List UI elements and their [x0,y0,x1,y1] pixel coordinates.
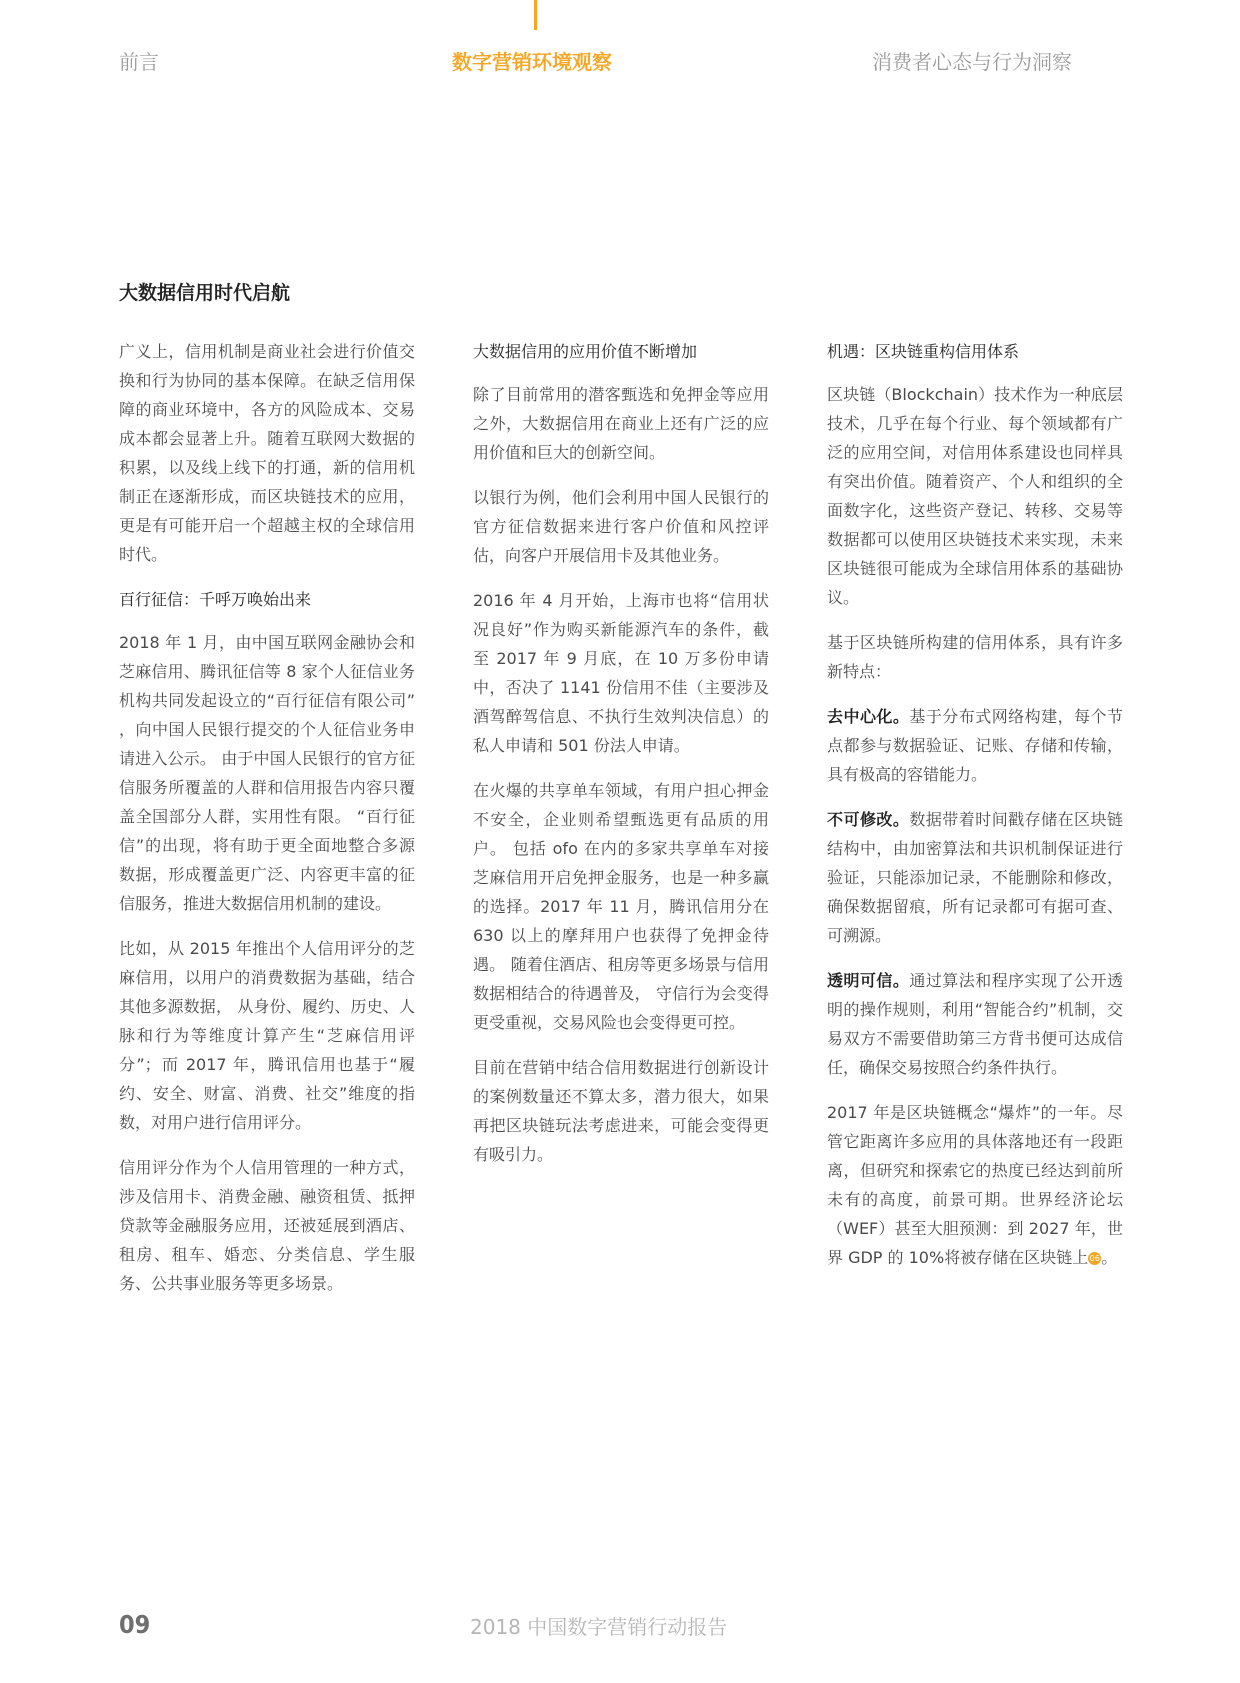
paragraph: 比如，从 2015 年推出个人信用评分的芝麻信用，以用户的消费数据为基础，结合其他多源数据， 从身份、履约、历史、人脉和行为等维度计算产生“芝麻信用评分”；而 2017 年，腾讯信用也基于“履约、安全、财富、消费、社交”维度的指数，对用户进行信用评分。 [119,939,415,1132]
paragraph: 在火爆的共享单车领域，有用户担心押金不安全，企业则希望甄选更有品质的用户。 包括 ofo 在内的多家共享单车对接芝麻信用开启免押金服务，也是一种多赢的选择。2017 年 11 月，腾讯信用分在 630 以上的摩拜用户也获得了免押金待遇。 随着住酒店、租房等更多场景与信用数据相结合的待遇普及， 守信行为会变得更受重视，交易风险也会变得更可控。 [473,781,769,1032]
paragraph: 目前在营销中结合信用数据进行创新设计的案例数量还不算太多，潜力很大，如果再把区块链玩法考虑进来，可能会变得更有吸引力。 [473,1058,769,1164]
footnote-reference[interactable]: 06 [1089,1254,1100,1263]
nav-item-consumer-insight[interactable]: 消费者心态与行为洞察 [872,50,1072,74]
paragraph [827,1098,1123,1272]
column-1 [119,337,415,1314]
active-section-marker [534,0,537,30]
paragraph-text: 2017 年是区块链概念“爆炸”的一年。尽管它距离许多应用的具体落地还有一段距离，但研究和探索它的热度已经达到前所未有的高度，前景可期。世界经济论坛（WEF）甚至大胆预测：到 2027 年，世界 GDP 的 10%将被存储在区块链上 [827,1103,1123,1267]
feature-lead: 去中心化。 [827,707,910,726]
paragraph: 除了目前常用的潜客甄选和免押金等应用之外，大数据信用在商业上还有广泛的应用价值和巨大的创新空间。 [473,385,769,462]
nav-item-digital-marketing-environment[interactable]: 数字营销环境观察 [452,50,612,74]
feature-paragraph [827,702,1123,789]
subheading: 百行征信：千呼万唤始出来 [119,590,312,609]
top-navigation [0,0,1240,90]
paragraph: 区块链（Blockchain）技术作为一种底层技术，几乎在每个行业、每个领域都有广泛的应用空间，对信用体系建设也同样具有突出价值。随着资产、个人和组织的全面数字化，这些资产登记、转移、交易等数据都可以使用区块链技术来实现，未来区块链很可能成为全球信用体系的基础协议。 [827,385,1123,607]
feature-lead: 不可修改。 [827,810,910,829]
feature-text: 基于分布式网络构建，每个节点都参与数据验证、记账、存储和传输，具有极高的容错能力。 [827,707,1123,784]
column-2 [473,337,769,1185]
column-3 [827,337,1123,1288]
feature-paragraph [827,966,1123,1082]
feature-text: 通过算法和程序实现了公开透明的操作规则，利用“智能合约”机制，交易双方不需要借助第三方背书便可达成信任，确保交易按照合约条件执行。 [827,971,1123,1077]
paragraph: 以银行为例，他们会利用中国人民银行的官方征信数据来进行客户价值和风控评估，向客户开展信用卡及其他业务。 [473,488,769,565]
nav-item-preface[interactable]: 前言 [119,50,159,74]
feature-lead: 透明可信。 [827,971,910,990]
feature-paragraph [827,805,1123,950]
feature-text: 数据带着时间戳存储在区块链结构中，由加密算法和共识机制保证进行验证，只能添加记录，不能删除和修改，确保数据留痕，所有记录都可有据可查、可溯源。 [827,810,1123,945]
paragraph-end: 。 [1101,1248,1118,1267]
report-title: 2018 中国数字营销行动报告 [470,1615,728,1639]
paragraph: 基于区块链所构建的信用体系，具有许多新特点： [827,633,1123,681]
subheading: 大数据信用的应用价值不断增加 [473,342,698,361]
paragraph: 2018 年 1 月，由中国互联网金融协会和芝麻信用、腾讯征信等 8 家个人征信业务机构共同发起设立的“百行征信有限公司” ，向中国人民银行提交的个人征信业务申请进入公示。 由于中国人民银行的官方征信服务所覆盖的人群和信用报告内容只覆盖全国部分人群，实用性有限。 “百行征信”的出现，将有助于更全面地整合多源数据，形成覆盖更广泛、内容更丰富的征信服务，推进大数据信用机制的建设。 [119,633,415,913]
paragraph: 广义上，信用机制是商业社会进行价值交换和行为协同的基本保障。在缺乏信用保障的商业环境中，各方的风险成本、交易成本都会显著上升。随着互联网大数据的积累，以及线上线下的打通，新的信用机制正在逐渐形成，而区块链技术的应用，更是有可能开启一个超越主权的全球信用时代。 [119,342,415,564]
section-title: 大数据信用时代启航 [119,282,291,304]
subheading: 机遇：区块链重构信用体系 [827,342,1020,361]
paragraph: 信用评分作为个人信用管理的一种方式，涉及信用卡、消费金融、融资租赁、抵押贷款等金融服务应用，还被延展到酒店、租房、租车、婚恋、分类信息、学生服务、公共事业服务等更多场景。 [119,1158,415,1293]
page-number: 09 [119,1610,151,1639]
paragraph: 2016 年 4 月开始，上海市也将“信用状况良好”作为购买新能源汽车的条件，截至 2017 年 9 月底，在 10 万多份申请中，否决了 1141 份信用不佳（主要涉及酒驾醉驾信息、不执行生效判决信息）的私人申请和 501 份法人申请。 [473,591,769,755]
